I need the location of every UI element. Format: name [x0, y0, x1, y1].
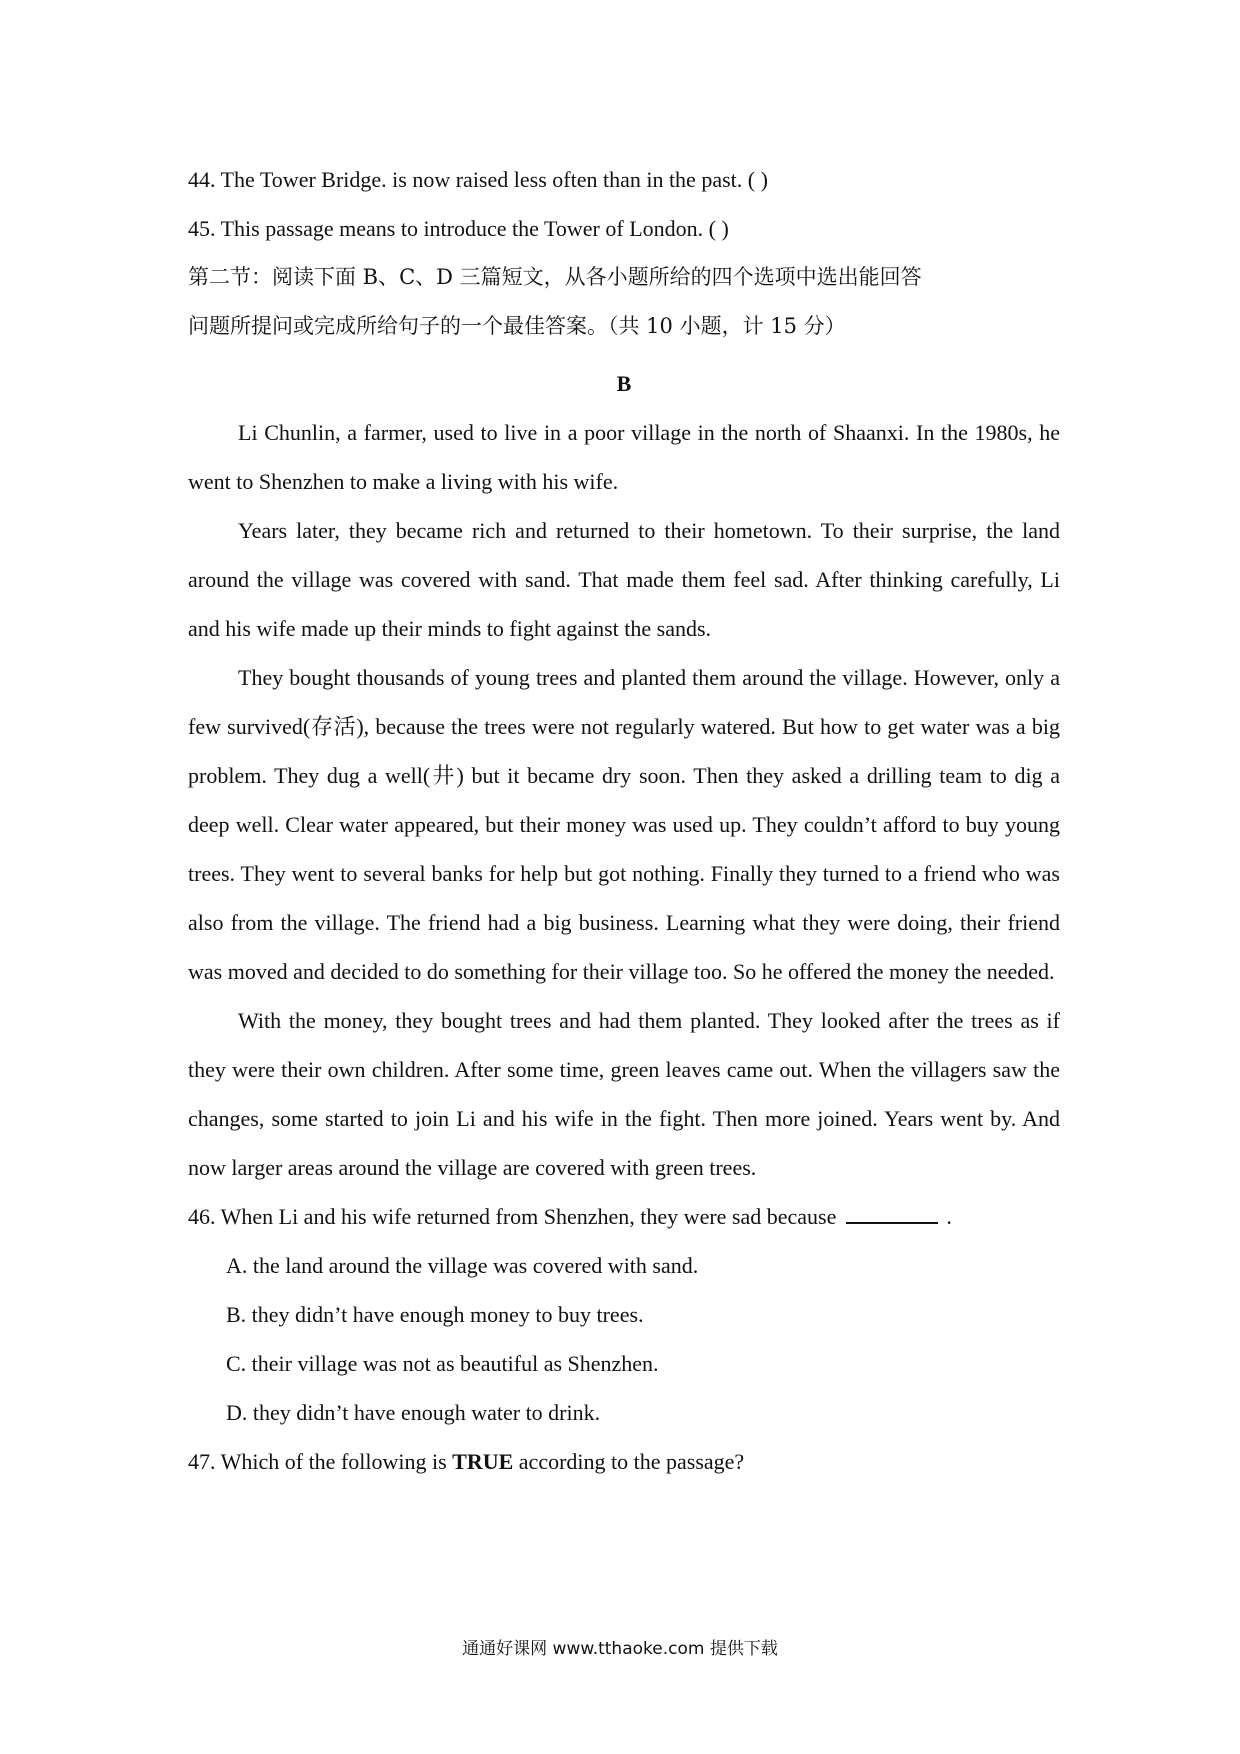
- section-instruction-line-2: 问题所提问或完成所给句子的一个最佳答案。（共 10 小题，计 15 分）: [188, 314, 846, 338]
- section-instruction-line-1: 第二节：阅读下面 B、C、D 三篇短文，从各小题所给的四个选项中选出能回答: [188, 265, 922, 289]
- question-44: 44. The Tower Bridge. is now raised less often than in the past. ( ): [188, 167, 768, 192]
- question-47-stem-start: 47. Which of the following is: [188, 1449, 453, 1474]
- option-d: D. they didn’t have enough water to drink.: [226, 1400, 601, 1425]
- question-47: [188, 1437, 1060, 1486]
- option-b: B. they didn’t have enough money to buy trees.: [226, 1302, 644, 1327]
- passage-paragraph-3: They bought thousands of young trees and planted them around the village. However, only a few survived(存活), because the trees were not regularly watered. But how to get water was a big problem. They dug a well(井) but it became dry soon. Then they asked a drilling team to dig a deep well. Clear water appeared, but their money was used up. They couldn’t afford to buy young trees. They went to several banks for help but got nothing. Finally they turned to a friend who was also from the village. The friend had a big business. Learning what they were doing, their friend was moved and decided to do something for their village too. So he offered the money the needed.: [188, 665, 1060, 984]
- option-a: A. the land around the village was covered with sand.: [226, 1253, 699, 1278]
- answer-blank: [846, 1204, 938, 1224]
- passage-paragraph-1: Li Chunlin, a farmer, used to live in a poor village in the north of Shaanxi. In the 1980s, he went to Shenzhen to make a living with his wife.: [188, 420, 1060, 494]
- question-46-stem: 46. When Li and his wife returned from Shenzhen, they were sad because: [188, 1204, 837, 1229]
- question-46: [188, 1192, 1060, 1241]
- passage-paragraph-2: Years later, they became rich and returned to their hometown. To their surprise, the land around the village was covered with sand. That made them feel sad. After thinking carefully, Li and his wife made up their minds to fight against the sands.: [188, 518, 1060, 641]
- question-47-stem-end: according to the passage?: [513, 1449, 745, 1474]
- question-47-emphasis: TRUE: [452, 1449, 514, 1474]
- question-46-end: .: [946, 1204, 952, 1229]
- page-content: [188, 155, 1060, 1486]
- passage-title: B: [616, 371, 632, 396]
- page-footer: 通通好课网 www.tthaoke.com 提供下载: [462, 1639, 778, 1659]
- question-46-options: [188, 1241, 1060, 1437]
- passage-paragraph-4: With the money, they bought trees and had them planted. They looked after the trees as if they were their own children. After some time, green leaves came out. When the villagers saw the changes, some started to join Li and his wife in the fight. Then more joined. Years went by. And now larger areas around the village are covered with green trees.: [188, 1008, 1060, 1180]
- question-45: 45. This passage means to introduce the Tower of London. ( ): [188, 216, 729, 241]
- option-c: C. their village was not as beautiful as Shenzhen.: [226, 1351, 659, 1376]
